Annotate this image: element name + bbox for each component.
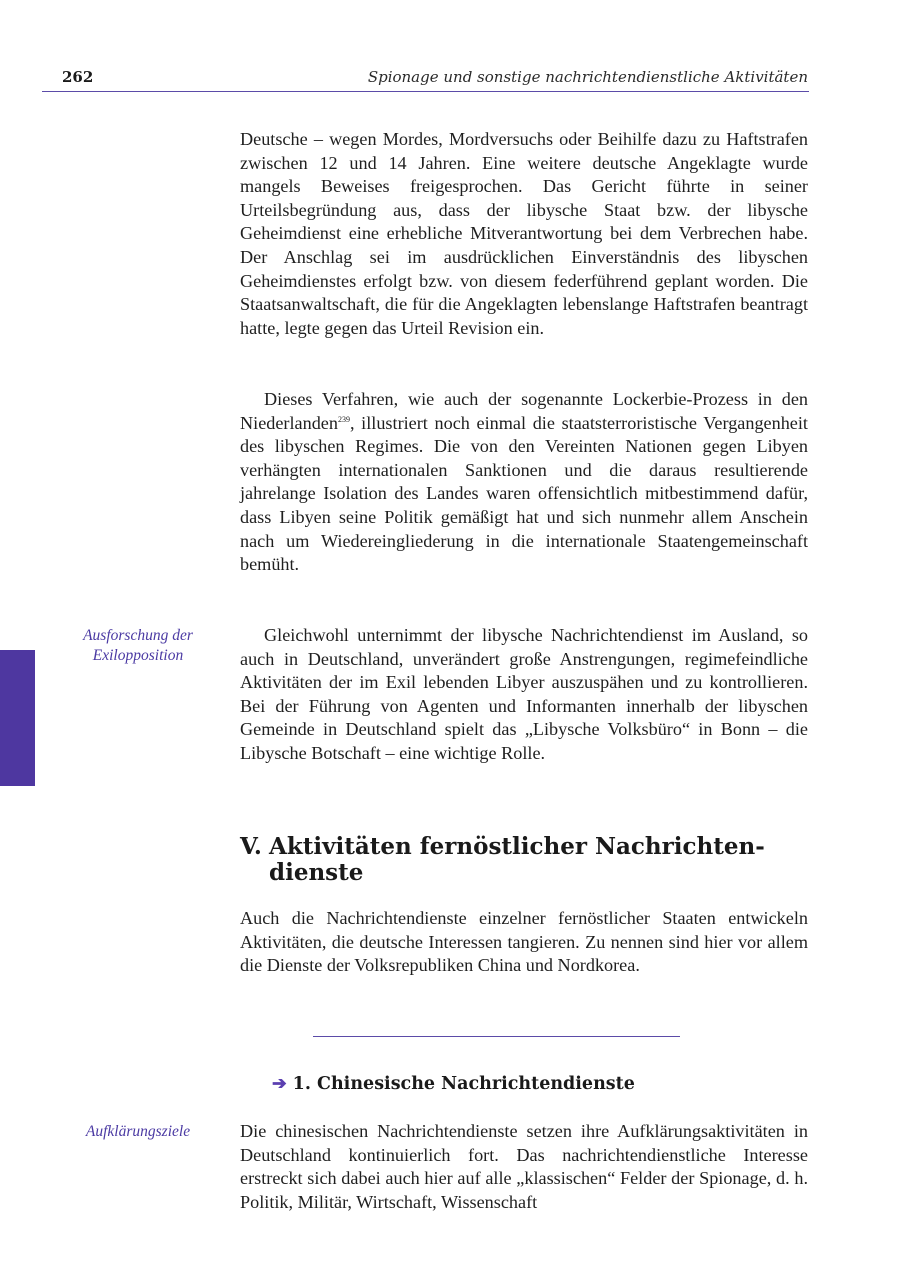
running-title: Spionage und sonstige nachrichtendienstliche Aktivitäten	[367, 68, 808, 86]
section-divider	[313, 1036, 680, 1037]
side-tab-marker	[0, 650, 35, 786]
section-heading-line2: dienste	[269, 859, 364, 886]
paragraph-chinese-services: Die chinesischen Nachrichtendienste setzen ihre Aufklärungsaktivitäten in Deutschland kontinuierlich fort. Das nachrichtendienstliche Interesse erstreckt sich dabei auch hier auf alle „klassischen“ Felder der Spionage, d. h. Politik, Militär, Wirtschaft, Wissenschaft	[240, 1121, 808, 1212]
margin-note-line: Exilopposition	[92, 647, 184, 664]
section-number: V.	[240, 833, 262, 860]
section-heading	[240, 834, 808, 886]
subsection-title: 1. Chinesische Nachrichtendienste	[292, 1074, 635, 1094]
section-title: Aktivitäten fernöstlicher Nachrichten-	[269, 833, 765, 860]
paragraph-lockerbie-end: , illustriert noch einmal die staatsterroristische Vergangenheit des libyschen Regimes. Die von den Vereinten Nationen gegen Libyen verhängten internationalen Sanktionen und die daraus resultierende jahrelange Isolation des Landes waren offensichtlich mitbestimmend dafür, dass Libyen seine Politik gemäßigt hat und sich nunmehr allem Anschein nach um Wiedereingliederung in die internationale Staatengemeinschaft bemüht.	[240, 412, 808, 575]
subsection-heading	[272, 1072, 635, 1096]
paragraph-lockerbie	[240, 388, 808, 577]
margin-note-exile-opposition	[58, 626, 218, 666]
paragraph-exile-surveillance: Gleichwohl unternimmt der libysche Nachrichtendienst im Ausland, so auch in Deutschland, unverändert große Anstrengungen, regimefeindliche Aktivitäten der im Exil lebenden Libyer auszuspähen und zu kontrollieren. Bei der Führung von Agenten und Informanten innerhalb der libyschen Gemeinde in Deutschland spielt das „Libysche Volksbüro“ in Bonn – die Libysche Botschaft – eine wichtige Rolle.	[240, 625, 808, 763]
page-number: 262	[62, 68, 94, 86]
paragraph-libya-verdict: Deutsche – wegen Mordes, Mordversuchs oder Beihilfe dazu zu Haftstrafen zwischen 12 und 14 Jahren. Eine weitere deutsche Angeklagte wurde mangels Beweises freigesprochen. Das Gericht führte in seiner Urteilsbegründung aus, dass der libysche Staat bzw. der libysche Geheimdienst eine erhebliche Mitverantwortung bei dem Verbrechen habe. Der Anschlag sei im ausdrücklichen Einverständnis des libyschen Geheimdienstes erfolgt bzw. von diesem federführend geplant worden. Die Staatsanwaltschaft, die für die Angeklagten lebenslange Haftstrafen beantragt hatte, legte gegen das Urteil Revision ein.	[240, 129, 808, 338]
paragraph-far-east-intro: Auch die Nachrichtendienste einzelner fernöstlicher Staaten entwickeln Aktivitäten, die deutsche Interessen tangieren. Zu nennen sind hier vor allem die Dienste der Volksrepubliken China und Nordkorea.	[240, 908, 808, 976]
margin-note-line: Ausforschung der	[83, 627, 193, 644]
margin-note-intelligence-targets: Aufklärungsziele	[85, 1123, 191, 1140]
footnote-marker[interactable]: 239	[337, 414, 350, 424]
header-rule	[42, 91, 809, 92]
arrow-right-icon: ➔	[272, 1074, 287, 1094]
section-heading-line1	[240, 834, 808, 860]
paragraph-lockerbie-start: Dieses Verfahren, wie auch der sogenannte Lockerbie-Prozess in den Niederlanden	[240, 389, 808, 433]
